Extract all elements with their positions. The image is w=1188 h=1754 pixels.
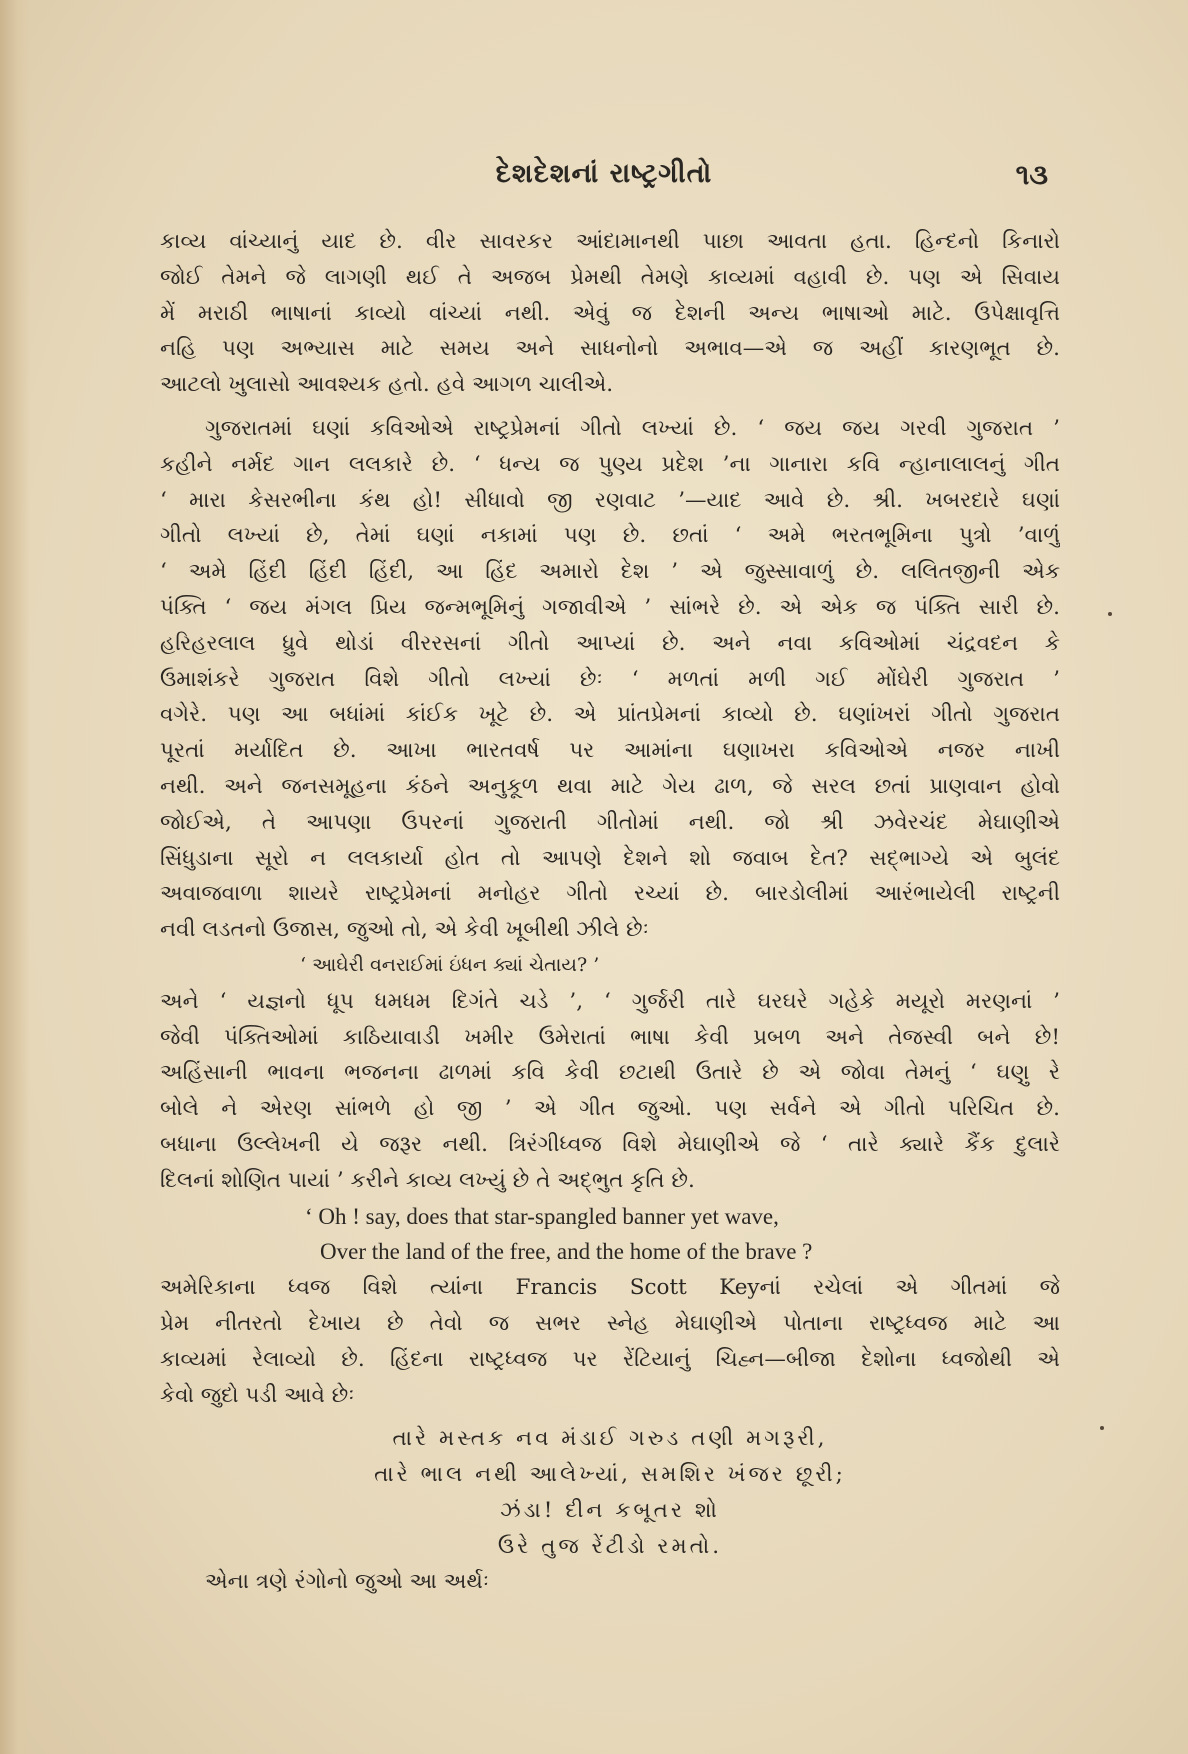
text-line: વગેરે. પણ આ બધાંમાં કાંઈક ખૂટે છે. એ પ્રાંતપ્રેમનાં કાવ્યો છે. ઘણાંખરાં ગીતો ગુજરાત	[160, 702, 1060, 728]
page-body	[160, 224, 1060, 1600]
text-line: ‘ મારા કેસરભીના કંથ હો! સીધાવો જી રણવાટ ’—યાદ આવે છે. શ્રી. ખબરદારે ઘણાં	[160, 487, 1060, 513]
verse-line: ઝંડા! દીન કબૂતર શો	[500, 1497, 720, 1523]
verse-line: ઉરે તુજ રેંટીડો રમતો.	[497, 1533, 723, 1559]
verse-line: તારે ભાલ નથી આલેખ્યાં, સમશિર ખંજર છૂરી;	[374, 1462, 846, 1488]
text-line: સિંધુડાના સૂરો ન લલકાર્યા હોત તો આપણે દેશને શો જવાબ દેત? સદ્‌ભાગ્યે એ બુલંદ	[160, 845, 1060, 871]
page-number: ૧૩	[1015, 158, 1048, 191]
text-line: જોઈ તેમને જે લાગણી થઈ તે અજબ પ્રેમથી તેમણે કાવ્યમાં વહાવી છે. પણ એ સિવાય	[160, 264, 1060, 290]
page-spine-shadow	[0, 0, 30, 1754]
text-line: કાવ્યમાં રેલાવ્યો છે. હિંદના રાષ્ટ્રધ્વજ પર રેંટિયાનું ચિહ્ન—બીજા દેશોના ધ્વજોથી એ	[160, 1346, 1060, 1372]
text-line: બધાના ઉલ્લેખની યે જરૂર નથી. ત્રિરંગીધ્વજ વિશે મેઘાણીએ જે ‘ તારે ક્યારે કૈંક દુલારે	[160, 1131, 1060, 1157]
text-line: આટલો ખુલાસો આવશ્યક હતો. હવે આગળ ચાલીએ.	[160, 372, 614, 398]
text-line: ઉમાશંકરે ગુજરાત વિશે ગીતો લખ્યાં છેઃ ‘ મળતાં મળી ગઈ મોંઘેરી ગુજરાત ’	[160, 666, 1060, 692]
text-line: અવાજવાળા શાયરે રાષ્ટ્રપ્રેમનાં મનોહર ગીતો રચ્યાં છે. બારડોલીમાં આરંભાયેલી રાષ્ટ્રની	[160, 881, 1060, 907]
text-line: મેં મરાઠી ભાષાનાં કાવ્યો વાંચ્યાં નથી. એવું જ દેશની અન્ય ભાષાઓ માટે. ઉપેક્ષાવૃત્તિ	[160, 300, 1060, 326]
ink-speck	[1108, 612, 1112, 616]
text-line: જોઈએ, તે આપણા ઉપરનાં ગુજરાતી ગીતોમાં નથી. જો શ્રી ઝવેરચંદ મેઘાણીએ	[160, 809, 1060, 835]
english-quote-line: Over the land of the free, and the home of the brave ?	[320, 1239, 813, 1265]
text-line: અમેરિકાના ધ્વજ વિશે ત્યાંના Francis Scott Keyનાં રચેલાં એ ગીતમાં જે	[160, 1275, 1060, 1301]
verse-line: તારે મસ્તક નવ મંડાઈ ગરુડ તણી મગરૂરી,	[392, 1426, 828, 1452]
text-line: કાવ્ય વાંચ્યાનું યાદ છે. વીર સાવરકર આંદામાનથી પાછા આવતા હતા. હિન્દનો કિનારો	[160, 229, 1060, 254]
paragraph-start-line: ગુજરાતમાં ઘણાં કવિઓએ રાષ્ટ્રપ્રેમનાં ગીતો લખ્યાં છે. ‘ જય જય ગરવી ગુજરાત ’	[205, 415, 1060, 441]
text-line: પૂરતાં મર્યાદિત છે. આખા ભારતવર્ષ પર આમાંના ઘણાખરા કવિઓએ નજર નાખી	[160, 738, 1060, 764]
text-line: અહિંસાની ભાવના ભજનના ઢાળમાં કવિ કેવી છટાથી ઉતારે છે એ જોવા તેમનું ‘ ઘણુ રે	[160, 1060, 1060, 1086]
text-line: નવી લડતનો ઉજાસ, જુઓ તો, એ કેવી ખૂબીથી ઝીલે છેઃ	[160, 917, 649, 943]
quoted-verse-line: ‘ આઘેરી વનરાઈમાં ઇંધન ક્યાં ચેતાય? ’	[300, 953, 600, 976]
ink-speck	[1100, 1426, 1104, 1430]
text-line: જેવી પંક્તિઓમાં કાઠિયાવાડી ખમીર ઉમેરાતાં ભાષા કેવી પ્રબળ અને તેજસ્વી બને છે!	[160, 1024, 1060, 1050]
text-line: બોલે ને એરણ સાંભળે હો જી ’ એ ગીત જુઓ. પણ સર્વને એ ગીતો પરિચિત છે.	[160, 1096, 1060, 1122]
english-quote-line: ‘ Oh ! say, does that star-spangled banner yet wave,	[305, 1203, 779, 1229]
text-line: અને ‘ યજ્ઞનો ધૂપ ધમધમ દિગંતે ચડે ’, ‘ ગુર્જરી તારે ઘરઘરે ગહેકે મયૂરો મરણનાં ’	[160, 988, 1060, 1014]
text-line: પંક્તિ ‘ જય મંગલ પ્રિય જન્મભૂમિનું ગજાવીએ ’ સાંભરે છે. એ એક જ પંક્તિ સારી છે.	[160, 594, 1060, 620]
text-line: કહીને નર્મદ ગાન લલકારે છે. ‘ ધન્ય જ પુણ્ય પ્રદેશ ’ના ગાનારા કવિ ન્હાનાલાલનું ગીત	[160, 451, 1060, 477]
running-title: દેશદેશનાં રાષ્ટ્રગીતો	[495, 158, 713, 189]
text-line: નહિ પણ અભ્યાસ માટે સમય અને સાધનોનો અભાવ—એ જ અહીં કારણભૂત છે.	[160, 336, 1060, 362]
paragraph-start-line: એના ત્રણે રંગોનો જુઓ આ અર્થઃ	[205, 1569, 490, 1595]
text-line: હરિહરલાલ ધ્રુવે થોડાં વીરરસનાં ગીતો આપ્યાં છે. અને નવા કવિઓમાં ચંદ્રવદન કે	[160, 630, 1060, 656]
page-header	[160, 158, 1048, 198]
text-line: કેવો જુદો પડી આવે છેઃ	[160, 1382, 355, 1408]
text-line: ગીતો લખ્યાં છે, તેમાં ઘણાં નકામાં પણ છે. છતાં ‘ અમે ભરતભૂમિના પુત્રો ’વાળું	[160, 523, 1060, 549]
text-line: પ્રેમ નીતરતો દેખાય છે તેવો જ સભર સ્નેહ મેઘાણીએ પોતાના રાષ્ટ્રધ્વજ માટે આ	[160, 1310, 1060, 1336]
text-line: નથી. અને જનસમૂહના કંઠને અનુકૂળ થવા માટે ગેય ઢાળ, જે સરલ છતાં પ્રાણવાન હોવો	[160, 773, 1060, 799]
text-line: દિલનાં શોણિત પાયાં ’ કરીને કાવ્ય લખ્યું છે તે અદ્‌ભુત કૃતિ છે.	[160, 1167, 695, 1193]
text-line: ‘ અમે હિંદી હિંદી હિંદી, આ હિંદ અમારો દેશ ’ એ જુસ્સાવાળું છે. લલિતજીની એક	[160, 559, 1060, 585]
